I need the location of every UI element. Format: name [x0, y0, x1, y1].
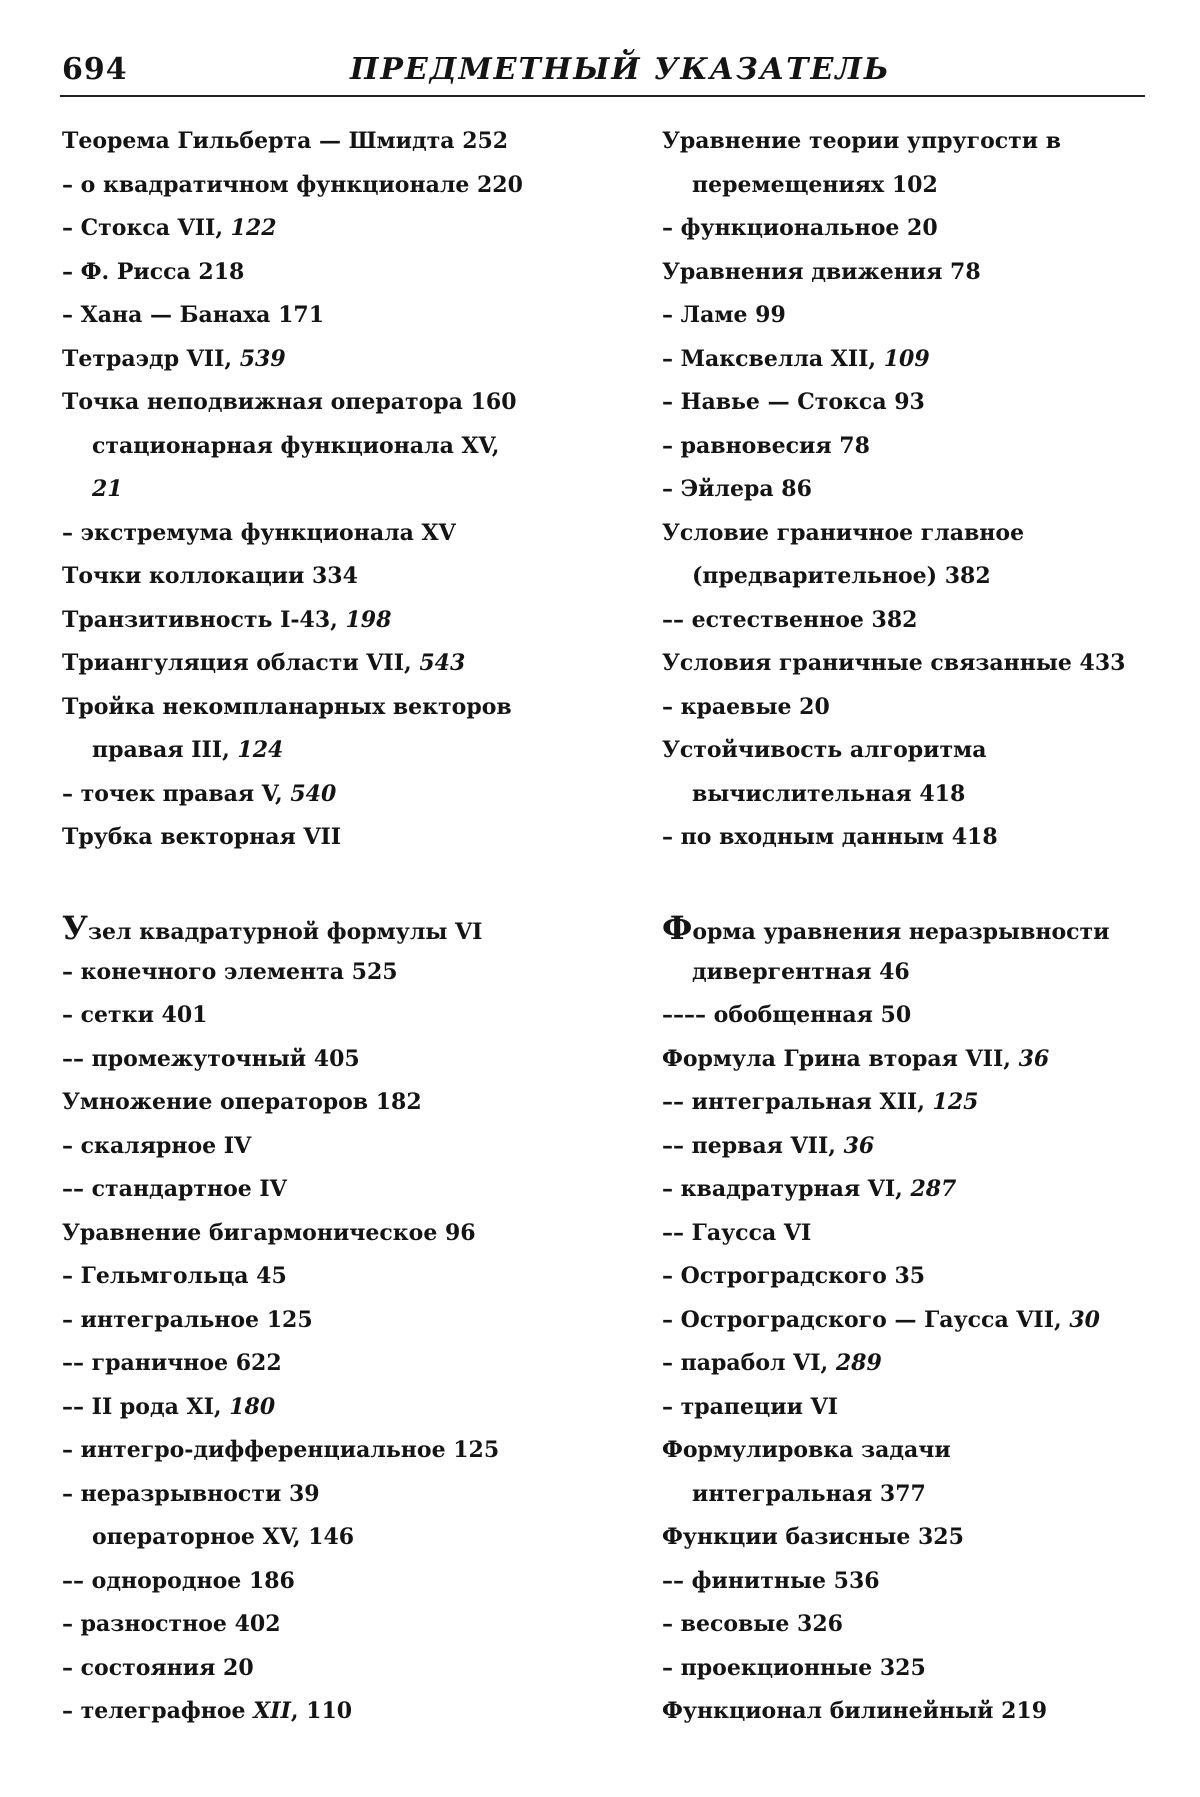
- index-entry: [662, 1386, 1162, 1430]
- entry-text: Функционал билинейный 219: [662, 1698, 1048, 1724]
- entry-text: – сетки 401: [62, 1002, 208, 1028]
- index-entry: [662, 381, 1162, 425]
- entry-text: Тетраэдр VII,: [62, 345, 240, 372]
- index-entry: [62, 1473, 607, 1517]
- entry-text: Уравнения движения 78: [662, 258, 981, 285]
- entry-text: Формула Грина вторая VII,: [662, 1045, 1019, 1072]
- index-entry: [662, 555, 1162, 599]
- index-entry: [62, 468, 607, 512]
- entry-page-ref: 36: [843, 1132, 875, 1159]
- entry-page-number: , 110: [290, 1698, 353, 1724]
- entry-text: – краевые 20: [662, 693, 830, 720]
- index-entry: [662, 729, 1162, 773]
- entry-text: –– первая VII,: [662, 1132, 844, 1159]
- entry-text: – проекционные 325: [662, 1654, 926, 1681]
- entry-text: Триангуляция области VII,: [62, 650, 420, 676]
- entry-text: перемещениях 102: [692, 171, 938, 198]
- entry-text: Транзитивность I-43,: [62, 606, 346, 633]
- index-entry: [662, 1125, 1162, 1169]
- index-entry: [662, 294, 1162, 338]
- entry-page-ref: 539: [239, 345, 286, 372]
- entry-page-ref: 109: [883, 345, 930, 372]
- running-head: ПРЕДМЕТНЫЙ УКАЗАТЕЛЬ: [350, 52, 891, 87]
- index-entry: [62, 251, 607, 295]
- right-block-f: [662, 907, 1162, 1734]
- index-entry: [62, 1429, 607, 1473]
- entry-text: операторное XV, 146: [92, 1524, 355, 1550]
- entry-text: – трапеции VI: [662, 1393, 838, 1420]
- index-entry: [62, 1516, 607, 1560]
- index-entry: [62, 994, 607, 1038]
- index-entry: [662, 468, 1162, 512]
- entry-text: –– II рода XI,: [62, 1393, 230, 1420]
- left-block-u: [62, 907, 607, 1734]
- entry-page-ref: 21: [92, 476, 123, 502]
- entry-page-ref: 180: [229, 1393, 276, 1420]
- left-block-t: [62, 120, 607, 860]
- entry-text: – неразрывности 39: [62, 1480, 320, 1507]
- index-entry: [62, 1386, 607, 1430]
- index-entry: [662, 1212, 1162, 1256]
- entry-page-ref: 124: [237, 737, 284, 763]
- entry-text: стационарная функционала XV,: [92, 432, 500, 459]
- entry-text: дивергентная 46: [692, 958, 910, 985]
- index-entry: [662, 1603, 1162, 1647]
- entry-text: Тройка некомпланарных векторов: [62, 693, 512, 720]
- index-entry: [662, 1560, 1162, 1604]
- index-entry: [662, 994, 1162, 1038]
- entry-text: – состояния 20: [62, 1654, 254, 1681]
- entry-text: –– промежуточный 405: [62, 1045, 360, 1072]
- index-entry: [62, 164, 607, 208]
- entry-text: Функции базисные 325: [662, 1524, 964, 1550]
- index-entry: [662, 338, 1162, 382]
- entry-text: зел квадратурной формулы VI: [87, 919, 483, 945]
- index-entry: [662, 816, 1162, 860]
- index-entry: [62, 1168, 607, 1212]
- index-entry: [662, 1647, 1162, 1691]
- entry-text: – разностное 402: [62, 1611, 281, 1637]
- entry-text: Точка неподвижная оператора 160: [62, 389, 517, 415]
- entry-text: – интегро-дифференциальное 125: [62, 1437, 500, 1463]
- entry-text: Умножение операторов 182: [62, 1089, 422, 1115]
- entry-text: – телеграфное: [62, 1698, 254, 1724]
- index-entry: [662, 512, 1162, 556]
- entry-text: –– естественное 382: [662, 606, 918, 633]
- entry-page-ref: 36: [1018, 1045, 1050, 1072]
- index-entry: [62, 555, 607, 599]
- entry-text: – Ф. Рисса 218: [62, 258, 245, 285]
- index-entry: [662, 207, 1162, 251]
- index-entry: [662, 1473, 1162, 1517]
- entry-text: –– стандартное IV: [62, 1176, 287, 1202]
- entry-text: – Остроградского — Гаусса VII,: [662, 1306, 1070, 1333]
- header-rule: [60, 95, 1145, 97]
- index-entry: [62, 1647, 607, 1691]
- entry-text: – Остроградского 35: [662, 1263, 926, 1289]
- entry-text: –– финитные 536: [662, 1567, 880, 1594]
- entry-page-ref: 289: [835, 1350, 882, 1376]
- entry-text: – Стокса VII,: [62, 215, 231, 241]
- entry-text: Формулировка задачи: [662, 1437, 951, 1463]
- index-entry: [62, 1342, 607, 1386]
- entry-text: (предварительное) 382: [692, 563, 991, 589]
- entry-page-ref: 30: [1069, 1306, 1100, 1333]
- entry-text: интегральная 377: [692, 1480, 926, 1507]
- section-initial: У: [62, 909, 88, 947]
- entry-text: Теорема Гильберта — Шмидта 252: [62, 128, 509, 154]
- index-entry: [662, 1342, 1162, 1386]
- entry-text: Уравнение теории упругости в: [662, 128, 1062, 154]
- index-entry: [62, 1212, 607, 1256]
- index-entry: [662, 1516, 1162, 1560]
- index-entry: [62, 1690, 607, 1734]
- index-entry: [662, 251, 1162, 295]
- index-entry: [62, 1603, 607, 1647]
- index-entry: [62, 120, 607, 164]
- entry-text: – весовые 326: [662, 1611, 843, 1637]
- index-entry: [62, 599, 607, 643]
- entry-text: – интегральное 125: [62, 1306, 313, 1333]
- section-initial: Ф: [662, 909, 693, 947]
- index-entry: [662, 1255, 1162, 1299]
- entry-text: Условие граничное главное: [662, 519, 1025, 546]
- index-entry: [62, 381, 607, 425]
- entry-text: –– однородное 186: [62, 1567, 295, 1594]
- entry-text: Условия граничные связанные 433: [662, 650, 1126, 676]
- entry-text: – экстремума функционала XV: [62, 519, 456, 546]
- entry-text: вычислительная 418: [692, 780, 966, 807]
- index-entry: [662, 642, 1162, 686]
- entry-text: Уравнение бигармоническое 96: [62, 1219, 476, 1246]
- index-entry: [62, 425, 607, 469]
- index-entry: [662, 1038, 1162, 1082]
- entry-text: –––– обобщенная 50: [662, 1002, 912, 1028]
- entry-text: – Ламе 99: [662, 302, 786, 328]
- entry-page-ref: 540: [290, 780, 337, 807]
- entry-text: – Гельмгольца 45: [62, 1263, 287, 1289]
- index-entry: [662, 773, 1162, 817]
- entry-page-ref: 125: [932, 1089, 979, 1115]
- index-entry: [662, 425, 1162, 469]
- entry-text: –– Гаусса VI: [662, 1219, 812, 1246]
- index-entry: [62, 1038, 607, 1082]
- entry-text: – Хана — Банаха 171: [62, 302, 325, 328]
- entry-text: – квадратурная VI,: [662, 1176, 911, 1202]
- entry-text: – Максвелла XII,: [662, 345, 884, 372]
- entry-page-ref: 543: [419, 650, 466, 676]
- index-entry: [662, 1690, 1162, 1734]
- entry-text: –– граничное 622: [62, 1350, 282, 1376]
- index-entry: [62, 294, 607, 338]
- entry-text: – Эйлера 86: [662, 476, 812, 502]
- entry-page-ref: 287: [910, 1176, 957, 1202]
- entry-text: –– интегральная XII,: [662, 1089, 933, 1115]
- entry-text: – о квадратичном функционале 220: [62, 171, 523, 198]
- entry-page-ref: 122: [230, 215, 277, 241]
- index-entry: [62, 207, 607, 251]
- entry-text: – Навье — Стокса 93: [662, 389, 925, 415]
- entry-text: – скалярное IV: [62, 1132, 252, 1159]
- index-entry: [662, 1081, 1162, 1125]
- entry-text: Устойчивость алгоритма: [662, 737, 987, 763]
- entry-page-ref: XII: [253, 1698, 291, 1724]
- index-entry: [662, 164, 1162, 208]
- index-entry: [62, 642, 607, 686]
- entry-text: – по входным данным 418: [662, 824, 998, 850]
- entry-page-ref: 198: [345, 606, 392, 633]
- index-entry: [662, 951, 1162, 995]
- entry-text: Трубка векторная VII: [62, 824, 342, 850]
- index-entry: [662, 907, 1162, 951]
- index-entry: [62, 1299, 607, 1343]
- entry-text: – равновесия 78: [662, 432, 870, 459]
- page-number: 694: [62, 52, 128, 87]
- entry-text: правая III,: [92, 737, 238, 763]
- index-entry: [662, 599, 1162, 643]
- index-entry: [662, 1299, 1162, 1343]
- index-entry: [662, 1168, 1162, 1212]
- index-entry: [62, 816, 607, 860]
- index-entry: [62, 512, 607, 556]
- entry-text: Точки коллокации 334: [62, 563, 358, 589]
- index-entry: [62, 729, 607, 773]
- index-entry: [62, 951, 607, 995]
- index-entry: [662, 1429, 1162, 1473]
- index-entry: [662, 120, 1162, 164]
- right-block-u: [662, 120, 1162, 860]
- index-entry: [62, 1255, 607, 1299]
- entry-text: – точек правая V,: [62, 780, 291, 807]
- entry-text: – парабол VI,: [662, 1350, 836, 1376]
- index-entry: [62, 338, 607, 382]
- index-entry: [62, 1081, 607, 1125]
- index-entry: [62, 907, 607, 951]
- entry-text: орма уравнения неразрывности: [692, 919, 1110, 945]
- entry-text: – конечного элемента 525: [62, 958, 398, 985]
- index-entry: [62, 1560, 607, 1604]
- index-entry: [62, 773, 607, 817]
- index-entry: [62, 686, 607, 730]
- index-entry: [662, 686, 1162, 730]
- index-entry: [62, 1125, 607, 1169]
- entry-text: – функциональное 20: [662, 215, 938, 241]
